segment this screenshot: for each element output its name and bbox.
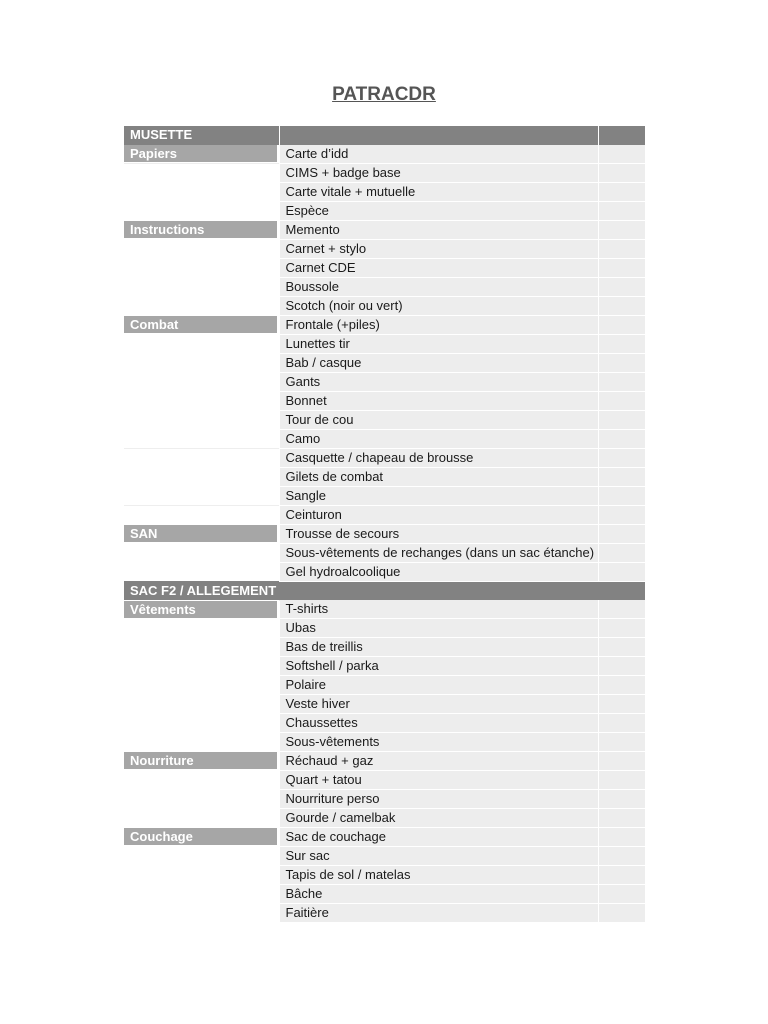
item-name: Frontale (+piles) <box>279 315 598 334</box>
item-name: Carte vitale + mutuelle <box>279 182 598 201</box>
list-item <box>124 657 645 676</box>
category-cell <box>124 562 279 581</box>
category-label: Couchage <box>124 828 277 845</box>
item-name: Bâche <box>279 885 598 904</box>
item-name: Sur sac <box>279 847 598 866</box>
item-name: Nourriture perso <box>279 790 598 809</box>
check-cell[interactable] <box>598 163 645 182</box>
list-item <box>124 486 645 505</box>
check-cell[interactable] <box>598 258 645 277</box>
check-cell[interactable] <box>598 790 645 809</box>
section-header-item-cell <box>279 126 598 145</box>
check-cell[interactable] <box>598 410 645 429</box>
list-item <box>124 619 645 638</box>
list-item <box>124 277 645 296</box>
category-cell <box>124 733 279 752</box>
category-label: Papiers <box>124 145 277 162</box>
list-item <box>124 828 645 847</box>
list-item <box>124 163 645 182</box>
item-name: CIMS + badge base <box>279 163 598 182</box>
category-cell <box>124 429 279 448</box>
item-name: Sac de couchage <box>279 828 598 847</box>
check-cell[interactable] <box>598 752 645 771</box>
category-cell <box>124 315 279 334</box>
item-name: Quart + tatou <box>279 771 598 790</box>
item-name: Bab / casque <box>279 353 598 372</box>
item-name: Trousse de secours <box>279 524 598 543</box>
check-cell[interactable] <box>598 277 645 296</box>
list-item <box>124 847 645 866</box>
item-name: Espèce <box>279 201 598 220</box>
list-item <box>124 885 645 904</box>
check-cell[interactable] <box>598 657 645 676</box>
category-label: Combat <box>124 316 277 333</box>
category-cell <box>124 163 279 182</box>
category-cell <box>124 638 279 657</box>
check-cell[interactable] <box>598 467 645 486</box>
check-cell[interactable] <box>598 296 645 315</box>
category-cell <box>124 467 279 486</box>
item-name: Sous-vêtements <box>279 733 598 752</box>
list-item <box>124 296 645 315</box>
list-item <box>124 505 645 524</box>
list-item <box>124 467 645 486</box>
category-cell <box>124 391 279 410</box>
item-name: Carnet + stylo <box>279 239 598 258</box>
check-cell[interactable] <box>598 448 645 467</box>
list-item <box>124 410 645 429</box>
item-name: Ceinturon <box>279 505 598 524</box>
category-cell <box>124 695 279 714</box>
check-cell[interactable] <box>598 391 645 410</box>
list-item <box>124 334 645 353</box>
category-cell <box>124 353 279 372</box>
check-cell[interactable] <box>598 619 645 638</box>
list-item <box>124 353 645 372</box>
category-cell <box>124 809 279 828</box>
check-cell[interactable] <box>598 809 645 828</box>
list-item <box>124 695 645 714</box>
category-cell <box>124 790 279 809</box>
list-item <box>124 239 645 258</box>
list-item <box>124 524 645 543</box>
category-cell <box>124 714 279 733</box>
item-name: Tapis de sol / matelas <box>279 866 598 885</box>
check-cell[interactable] <box>598 847 645 866</box>
item-name: T-shirts <box>279 600 598 619</box>
document-title: PATRACDR <box>332 84 436 105</box>
list-item <box>124 543 645 562</box>
check-cell[interactable] <box>598 676 645 695</box>
list-item <box>124 448 645 467</box>
category-cell <box>124 847 279 866</box>
category-label: SAN <box>124 525 277 542</box>
section-header-check-cell <box>598 126 645 145</box>
item-name: Gilets de combat <box>279 467 598 486</box>
list-item <box>124 790 645 809</box>
check-cell[interactable] <box>598 429 645 448</box>
list-item <box>124 201 645 220</box>
list-item <box>124 372 645 391</box>
list-item <box>124 676 645 695</box>
category-cell <box>124 372 279 391</box>
category-cell <box>124 486 279 505</box>
category-cell <box>124 657 279 676</box>
list-item <box>124 315 645 334</box>
check-cell[interactable] <box>598 334 645 353</box>
item-name: Polaire <box>279 676 598 695</box>
category-cell <box>124 258 279 277</box>
list-item <box>124 733 645 752</box>
list-item <box>124 752 645 771</box>
item-name: Boussole <box>279 277 598 296</box>
check-cell[interactable] <box>598 733 645 752</box>
category-cell <box>124 201 279 220</box>
check-cell[interactable] <box>598 828 645 847</box>
item-name: Chaussettes <box>279 714 598 733</box>
list-item <box>124 600 645 619</box>
list-item <box>124 904 645 923</box>
item-name: Lunettes tir <box>279 334 598 353</box>
check-cell[interactable] <box>598 543 645 562</box>
category-cell <box>124 904 279 923</box>
check-cell[interactable] <box>598 904 645 923</box>
item-name: Réchaud + gaz <box>279 752 598 771</box>
checklist-table <box>124 126 645 923</box>
item-name: Casquette / chapeau de brousse <box>279 448 598 467</box>
category-cell <box>124 410 279 429</box>
item-name: Carte d’idd <box>279 145 598 164</box>
check-cell[interactable] <box>598 182 645 201</box>
item-name: Bonnet <box>279 391 598 410</box>
check-cell[interactable] <box>598 315 645 334</box>
item-name: Ubas <box>279 619 598 638</box>
check-cell[interactable] <box>598 524 645 543</box>
check-cell[interactable] <box>598 695 645 714</box>
category-cell <box>124 182 279 201</box>
item-name: Memento <box>279 220 598 239</box>
list-item <box>124 809 645 828</box>
category-cell <box>124 543 279 562</box>
item-name: Gel hydroalcoolique <box>279 562 598 581</box>
item-name: Faitière <box>279 904 598 923</box>
check-cell[interactable] <box>598 600 645 619</box>
item-name: Gants <box>279 372 598 391</box>
category-cell <box>124 334 279 353</box>
category-cell <box>124 239 279 258</box>
item-name: Bas de treillis <box>279 638 598 657</box>
item-name: Softshell / parka <box>279 657 598 676</box>
section-title: SAC F2 / ALLEGEMENT <box>124 581 645 600</box>
category-cell <box>124 600 279 619</box>
category-label: Instructions <box>124 221 277 238</box>
item-name: Sous-vêtements de rechanges (dans un sac étanche) <box>279 543 598 562</box>
category-cell <box>124 866 279 885</box>
check-cell[interactable] <box>598 239 645 258</box>
category-cell <box>124 771 279 790</box>
check-cell[interactable] <box>598 562 645 581</box>
list-item <box>124 258 645 277</box>
check-cell[interactable] <box>598 201 645 220</box>
list-item <box>124 182 645 201</box>
item-name: Sangle <box>279 486 598 505</box>
category-cell <box>124 277 279 296</box>
section-header <box>124 581 645 600</box>
item-name: Scotch (noir ou vert) <box>279 296 598 315</box>
section-header <box>124 126 645 145</box>
list-item <box>124 866 645 885</box>
list-item <box>124 638 645 657</box>
check-cell[interactable] <box>598 866 645 885</box>
category-cell <box>124 619 279 638</box>
category-label: Nourriture <box>124 752 277 769</box>
category-cell <box>124 448 279 467</box>
check-cell[interactable] <box>598 885 645 904</box>
check-cell[interactable] <box>598 505 645 524</box>
list-item <box>124 220 645 239</box>
section-title: MUSETTE <box>124 126 279 145</box>
category-cell <box>124 885 279 904</box>
check-cell[interactable] <box>598 638 645 657</box>
check-cell[interactable] <box>598 353 645 372</box>
check-cell[interactable] <box>598 372 645 391</box>
check-cell[interactable] <box>598 771 645 790</box>
category-cell <box>124 220 279 239</box>
list-item <box>124 771 645 790</box>
category-cell <box>124 676 279 695</box>
item-name: Veste hiver <box>279 695 598 714</box>
item-name: Camo <box>279 429 598 448</box>
category-cell <box>124 296 279 315</box>
list-item <box>124 714 645 733</box>
category-cell <box>124 524 279 543</box>
category-cell <box>124 145 279 164</box>
checklist-body <box>124 126 645 923</box>
item-name: Carnet CDE <box>279 258 598 277</box>
item-name: Tour de cou <box>279 410 598 429</box>
list-item <box>124 391 645 410</box>
category-cell <box>124 505 279 524</box>
list-item <box>124 145 645 164</box>
check-cell[interactable] <box>598 145 645 164</box>
list-item <box>124 562 645 581</box>
item-name: Gourde / camelbak <box>279 809 598 828</box>
check-cell[interactable] <box>598 714 645 733</box>
list-item <box>124 429 645 448</box>
category-label: Vêtements <box>124 601 277 618</box>
category-cell <box>124 828 279 847</box>
check-cell[interactable] <box>598 220 645 239</box>
check-cell[interactable] <box>598 486 645 505</box>
category-cell <box>124 752 279 771</box>
